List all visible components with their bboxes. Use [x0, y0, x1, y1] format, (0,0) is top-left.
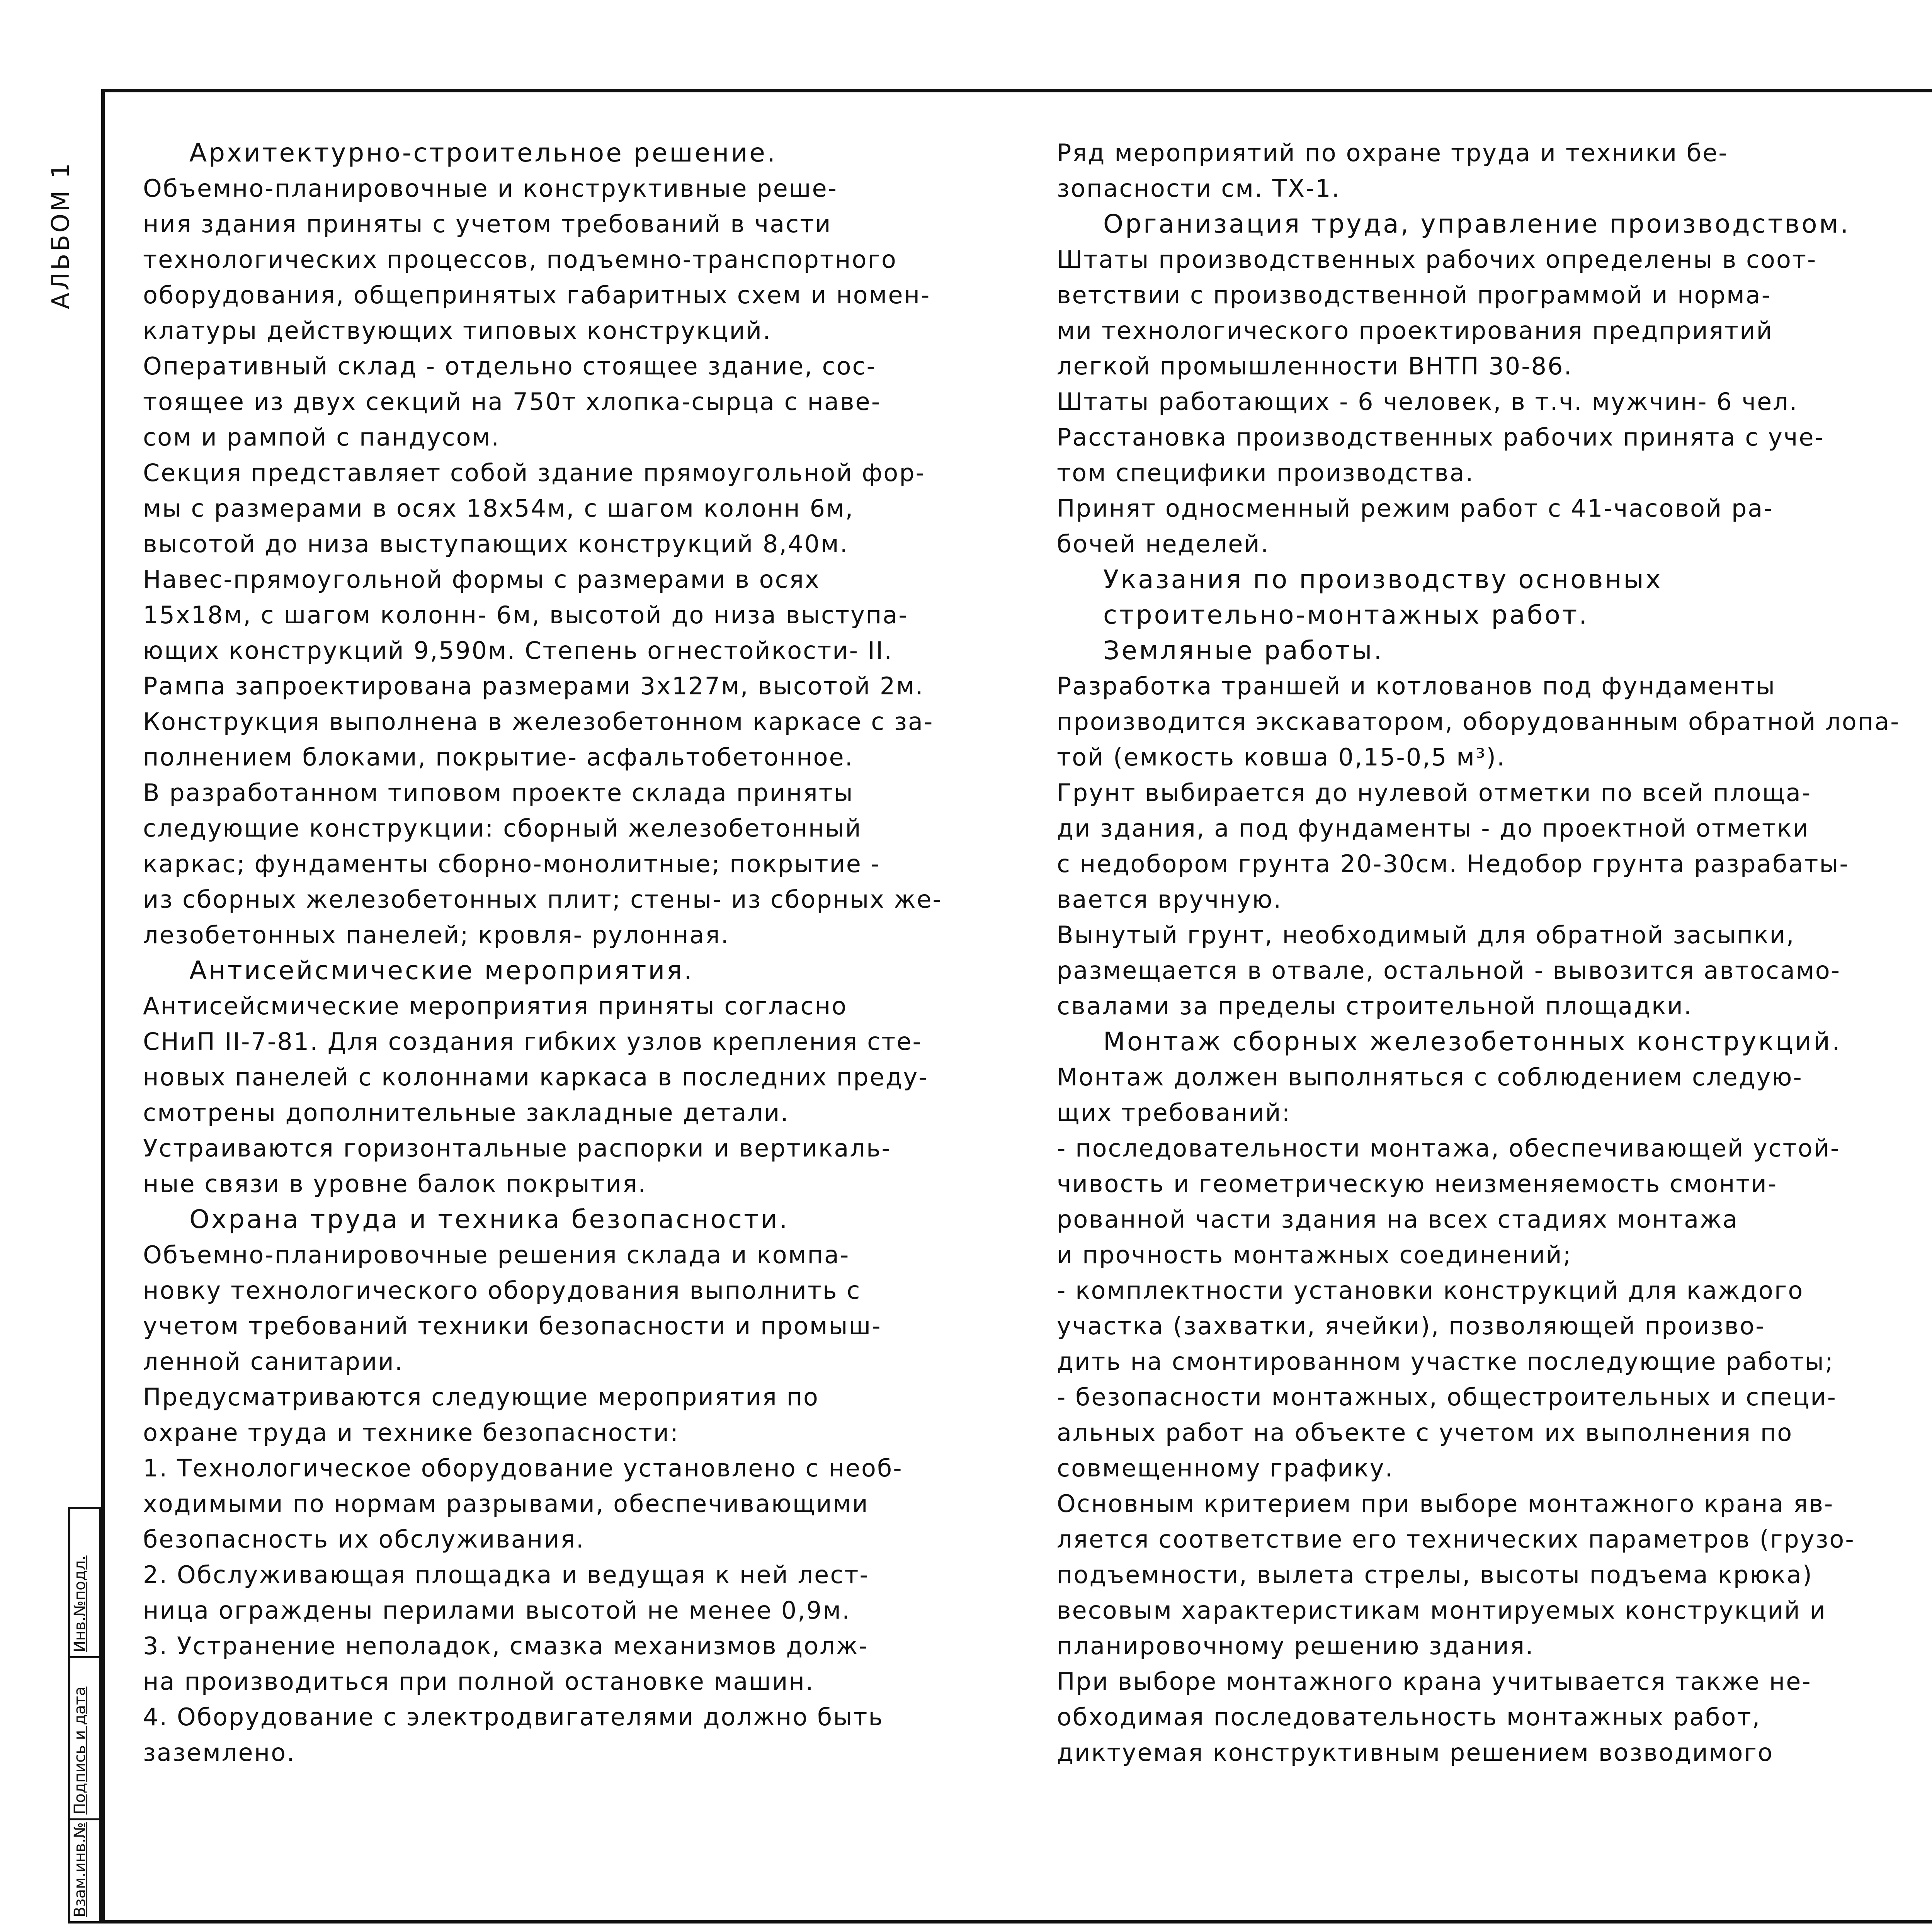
text-line: щих требований:	[1057, 1099, 1291, 1127]
side-stamp	[68, 1507, 101, 1923]
text-line: том специфики производства.	[1057, 459, 1475, 487]
text-line: Принят односменный режим работ с 41-часовой ра-	[1057, 494, 1774, 522]
text-line: смотрены дополнительные закладные детали.	[143, 1099, 790, 1127]
text-line: Рампа запроектирована размерами 3х127м, высотой 2м.	[143, 672, 924, 700]
text-line: ветствии с производственной программой и норма-	[1057, 281, 1772, 309]
text-line: В разработанном типовом проекте склада приняты	[143, 779, 854, 807]
side-stamp-cell	[70, 1818, 99, 1921]
text-line: тоящее из двух секций на 750т хлопка-сырца с наве-	[143, 388, 881, 416]
text-line: Объемно-планировочные решения склада и компа-	[143, 1241, 850, 1269]
text-line: чивость и геометрическую неизменяемость смонти-	[1057, 1170, 1778, 1198]
text-line: высотой до низа выступающих конструкций 8,40м.	[143, 530, 849, 558]
section-heading: строительно-монтажных работ.	[1103, 600, 1589, 630]
text-line: сом и рампой с пандусом.	[143, 423, 500, 451]
text-line: следующие конструкции: сборный железобетонный	[143, 814, 862, 842]
text-line: При выборе монтажного крана учитывается также не-	[1057, 1667, 1812, 1696]
text-line: новку технологического оборудования выполнить с	[143, 1276, 861, 1304]
section-heading: Охрана труда и техника безопасности.	[189, 1204, 789, 1234]
text-line: Монтаж должен выполняться с соблюдением следую-	[1057, 1063, 1803, 1091]
section-heading: Антисейсмические мероприятия.	[189, 956, 694, 985]
text-line: оборудования, общепринятых габаритных схем и номен-	[143, 281, 931, 309]
text-line: лезобетонных панелей; кровля- рулонная.	[143, 921, 730, 949]
text-line: охране труда и технике безопасности:	[143, 1418, 679, 1447]
text-line: Разработка траншей и котлованов под фундаменты	[1057, 672, 1776, 700]
text-line: альных работ на объекте с учетом их выполнения по	[1057, 1418, 1793, 1447]
text-line: на производиться при полной остановке машин.	[143, 1667, 815, 1696]
text-line: из сборных железобетонных плит; стены- из сборных же-	[143, 885, 942, 913]
text-line: Вынутый грунт, необходимый для обратной засыпки,	[1057, 921, 1795, 949]
text-line: совмещенному графику.	[1057, 1454, 1394, 1482]
section-heading: Указания по производству основных	[1103, 565, 1663, 594]
text-line: заземлено.	[143, 1738, 296, 1767]
text-column-1	[143, 135, 1009, 1770]
text-line: - последовательности монтажа, обеспечивающей устой-	[1057, 1134, 1840, 1162]
text-line: 1. Технологическое оборудование установлено с необ-	[143, 1454, 903, 1482]
text-line: участка (захватки, ячейки), позволяющей произво-	[1057, 1312, 1765, 1340]
section-heading: Монтаж сборных железобетонных конструкций.	[1103, 1027, 1842, 1056]
text-line: Основным критерием при выборе монтажного крана яв-	[1057, 1490, 1834, 1518]
text-line: 4. Оборудование с электродвигателями должно быть	[143, 1703, 884, 1731]
text-line: и прочность монтажных соединений;	[1057, 1241, 1572, 1269]
text-line: 15х18м, с шагом колонн- 6м, высотой до низа выступа-	[143, 601, 908, 629]
text-line: производится экскаватором, оборудованным обратной лопа-	[1057, 707, 1900, 736]
text-line: - комплектности установки конструкций для каждого	[1057, 1276, 1804, 1304]
text-line: Конструкция выполнена в железобетонном каркасе с за-	[143, 707, 934, 736]
text-line: Устраиваются горизонтальные распорки и вертикаль-	[143, 1134, 891, 1162]
text-line: Предусматриваются следующие мероприятия по	[143, 1383, 819, 1411]
text-line: ющих конструкций 9,590м. Степень огнестойкости- II.	[143, 636, 893, 665]
text-line: ходимыми по нормам разрывами, обеспечивающими	[143, 1490, 869, 1518]
text-line: 2. Обслуживающая площадка и ведущая к ней лест-	[143, 1561, 869, 1589]
text-line: Расстановка производственных рабочих принята с уче-	[1057, 423, 1825, 451]
text-line: Объемно-планировочные и конструктивные реше-	[143, 174, 838, 202]
side-stamp-cell	[70, 1656, 99, 1818]
text-line: подъемности, вылета стрелы, высоты подъема крюка)	[1057, 1561, 1813, 1589]
side-stamp-cell	[70, 1509, 99, 1656]
text-line: ница ограждены перилами высотой не менее 0,9м.	[143, 1596, 851, 1624]
text-line: диктуемая конструктивным решением возводимого	[1057, 1738, 1774, 1767]
text-line: безопасность их обслуживания.	[143, 1525, 585, 1553]
text-line: Ряд мероприятий по охране труда и техники бе-	[1057, 139, 1728, 167]
text-line: учетом требований техники безопасности и промыш-	[143, 1312, 882, 1340]
text-line: той (емкость ковша 0,15-0,5 м³).	[1057, 743, 1506, 771]
section-heading: Архитектурно-строительное решение.	[189, 138, 777, 168]
text-line: 3. Устранение неполадок, смазка механизмов долж-	[143, 1632, 869, 1660]
text-line: Штаты работающих - 6 человек, в т.ч. мужчин- 6 чел.	[1057, 388, 1798, 416]
text-line: Навес-прямоугольной формы с размерами в осях	[143, 565, 820, 594]
text-line: Оперативный склад - отдельно стоящее здание, сос-	[143, 352, 877, 380]
text-line: полнением блоками, покрытие- асфальтобетонное.	[143, 743, 854, 771]
text-line: свалами за пределы строительной площадки.	[1057, 992, 1693, 1020]
text-line: Штаты производственных рабочих определены в соот-	[1057, 245, 1817, 274]
text-line: планировочному решению здания.	[1057, 1632, 1534, 1660]
text-line: ния здания приняты с учетом требований в части	[143, 210, 832, 238]
text-line: ди здания, а под фундаменты - до проектной отметки	[1057, 814, 1810, 842]
text-line: бочей неделей.	[1057, 530, 1270, 558]
stamp-inv-label: Инв.№подл.	[71, 1555, 89, 1652]
text-line: технологических процессов, подъемно-транспортного	[143, 245, 897, 274]
text-line: СНиП II-7-81. Для создания гибких узлов крепления сте-	[143, 1027, 922, 1056]
text-line: легкой промышленности ВНТП 30-86.	[1057, 352, 1573, 380]
text-line: зопасности см. ТХ-1.	[1057, 174, 1341, 202]
text-line: Антисейсмические мероприятия приняты согласно	[143, 992, 848, 1020]
text-line: рованной части здания на всех стадиях монтажа	[1057, 1205, 1738, 1233]
text-line: - безопасности монтажных, общестроительных и специ-	[1057, 1383, 1837, 1411]
text-line: вается вручную.	[1057, 885, 1282, 913]
text-line: ми технологического проектирования предприятий	[1057, 316, 1773, 345]
text-line: ленной санитарии.	[143, 1347, 404, 1376]
text-line: размещается в отвале, остальной - вывозится автосамо-	[1057, 956, 1841, 985]
text-line: весовым характеристикам монтируемых конструкций и	[1057, 1596, 1827, 1624]
text-line: мы с размерами в осях 18х54м, с шагом колонн 6м,	[143, 494, 854, 522]
text-line: дить на смонтированном участке последующие работы;	[1057, 1347, 1834, 1376]
text-line: новых панелей с колоннами каркаса в последних преду-	[143, 1063, 929, 1091]
text-line: клатуры действующих типовых конструкций.	[143, 316, 772, 345]
album-label: АЛЬБОМ 1	[46, 161, 75, 309]
text-line: Грунт выбирается до нулевой отметки по всей площа-	[1057, 779, 1812, 807]
text-line: каркас; фундаменты сборно-монолитные; покрытие -	[143, 850, 881, 878]
text-line: Секция представляет собой здание прямоугольной фор-	[143, 459, 926, 487]
section-heading: Земляные работы.	[1103, 636, 1384, 665]
text-line: с недобором грунта 20-30см. Недобор грунта разрабаты-	[1057, 850, 1849, 878]
stamp-signature-label: Подпись и дата	[71, 1686, 89, 1815]
text-line: ные связи в уровне балок покрытия.	[143, 1170, 647, 1198]
section-heading: Организация труда, управление производством.	[1103, 209, 1850, 239]
text-column-2	[1057, 135, 1907, 1770]
stamp-replace-label: Взам.инв.№	[71, 1822, 89, 1917]
text-line: обходимая последовательность монтажных работ,	[1057, 1703, 1761, 1731]
text-line: ляется соответствие его технических параметров (грузо-	[1057, 1525, 1855, 1553]
